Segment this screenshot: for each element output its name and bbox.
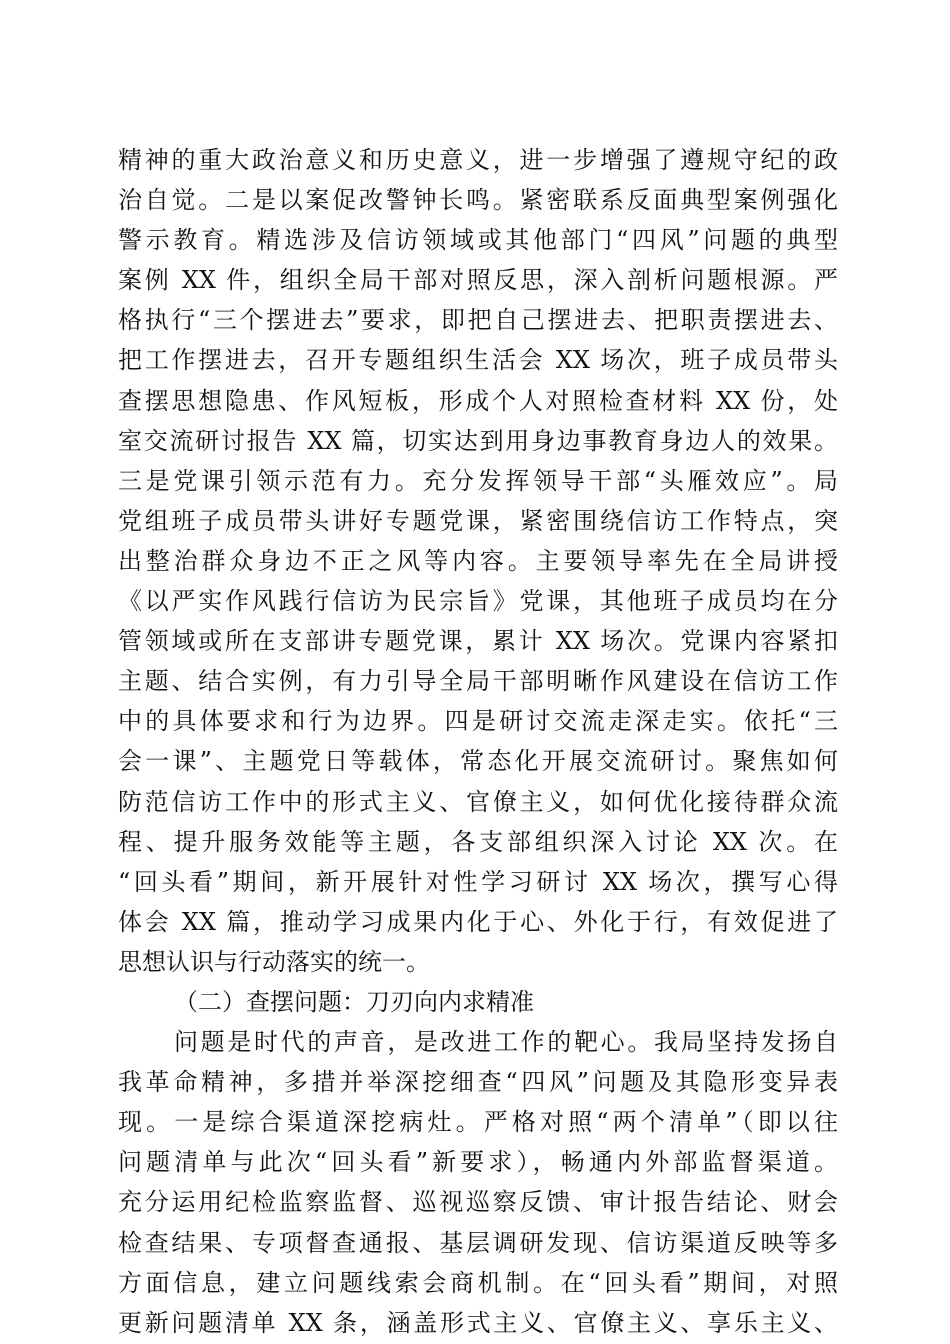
body-line-first: 问题是时代的声音，是改进工作的靶心。我局坚持发扬自: [174, 1028, 838, 1057]
body-line: 检查结果、专项督查通报、基层调研发现、信访渠道反映等多: [118, 1228, 838, 1257]
body-line: 案例 XX 件，组织全局干部对照反思，深入剖析问题根源。严: [118, 266, 838, 295]
section-heading: （二）查摆问题：刀刃向内求精准: [174, 987, 534, 1016]
body-line: 更新问题清单 XX 条，涵盖形式主义、官僚主义、享乐主义、: [118, 1308, 838, 1337]
document-body: [118, 140, 838, 1343]
body-line: 体会 XX 篇，推动学习成果内化于心、外化于行，有效促进了: [118, 907, 838, 936]
body-line: 把工作摆进去，召开专题组织生活会 XX 场次，班子成员带头: [118, 346, 838, 375]
body-line: 党组班子成员带头讲好专题党课，紧密围绕信访工作特点，突: [118, 506, 838, 535]
body-line: 格执行“三个摆进去”要求，即把自己摆进去、把职责摆进去、: [118, 306, 838, 335]
body-line: 我革命精神，多措并举深挖细查“四风”问题及其隐形变异表: [118, 1068, 838, 1097]
body-line: 三是党课引领示范有力。充分发挥领导干部“头雁效应”。局: [118, 466, 838, 495]
body-line: 程、提升服务效能等主题，各支部组织深入讨论 XX 次。在: [118, 827, 838, 856]
body-line: 问题清单与此次“回头看”新要求），畅通内外部监督渠道。: [118, 1148, 838, 1177]
body-line: “回头看”期间，新开展针对性学习研讨 XX 场次，撰写心得: [118, 867, 838, 896]
body-line: 室交流研讨报告 XX 篇，切实达到用身边事教育身边人的效果。: [118, 426, 838, 455]
body-line: 防范信访工作中的形式主义、官僚主义，如何优化接待群众流: [118, 787, 838, 816]
body-line: 主题、结合实例，有力引导全局干部明晰作风建设在信访工作: [118, 667, 838, 696]
body-line: 治自觉。二是以案促改警钟长鸣。紧密联系反面典型案例强化: [118, 186, 838, 215]
body-line: 方面信息，建立问题线索会商机制。在“回头看”期间，对照: [118, 1268, 838, 1297]
body-line: 查摆思想隐患、作风短板，形成个人对照检查材料 XX 份，处: [118, 386, 838, 415]
body-line: 出整治群众身边不正之风等内容。主要领导率先在全局讲授: [118, 546, 838, 575]
body-line: 精神的重大政治意义和历史意义，进一步增强了遵规守纪的政: [118, 146, 838, 174]
body-line-last: 思想认识与行动落实的统一。: [118, 947, 430, 976]
body-line: 会一课”、主题党日等载体，常态化开展交流研讨。聚焦如何: [118, 747, 838, 776]
body-line: 中的具体要求和行为边界。四是研讨交流走深走实。依托“三: [118, 707, 838, 736]
body-line: 充分运用纪检监察监督、巡视巡察反馈、审计报告结论、财会: [118, 1188, 838, 1217]
body-line: 管领域或所在支部讲专题党课，累计 XX 场次。党课内容紧扣: [118, 627, 838, 656]
body-line: 警示教育。精选涉及信访领域或其他部门“四风”问题的典型: [118, 226, 838, 255]
body-line: 现。一是综合渠道深挖病灶。严格对照“两个清单”（即以往: [118, 1108, 838, 1137]
body-line: 《以严实作风践行信访为民宗旨》党课，其他班子成员均在分: [118, 587, 838, 616]
